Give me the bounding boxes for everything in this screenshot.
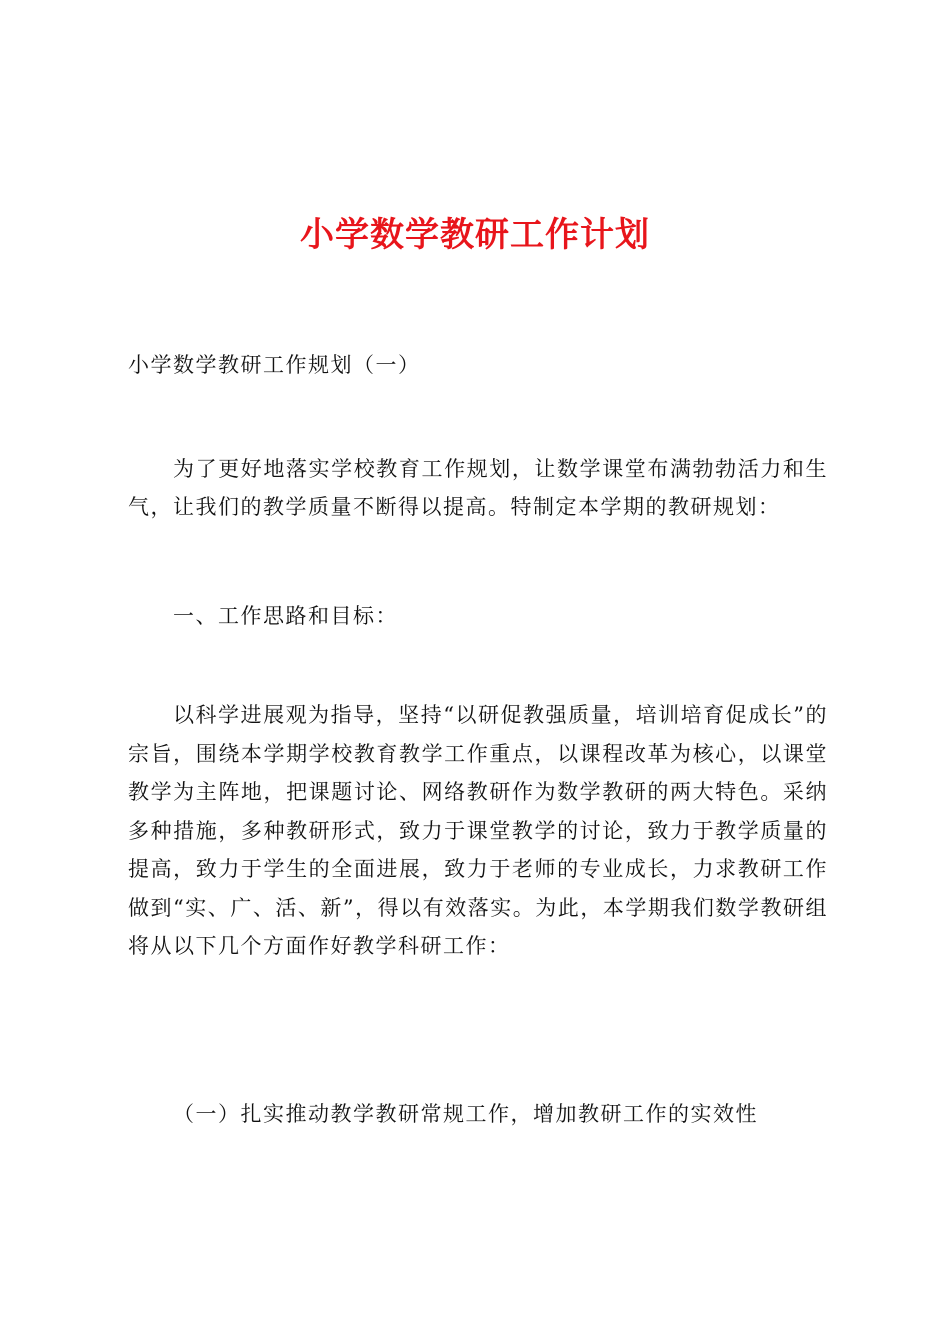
subsection-heading-routine-work: （一）扎实推动教学教研常规工作，增加教研工作的实效性 <box>173 1102 758 1126</box>
document-subtitle: 小学数学教研工作规划（一） <box>128 353 421 377</box>
document-title: 小学数学教研工作计划 <box>300 215 650 255</box>
paragraph-guiding-principles: 以科学进展观为指导，坚持“以研促教强质量，培训培育促成长”的宗旨，围绕本学期学校教育教学工作重点，以课程改革为核心，以课堂教学为主阵地，把课题讨论、网络教研作为数学教研的两大特色。采纳多种措施，多种教研形式，致力于课堂教学的讨论，致力于教学质量的提高，致力于学生的全面进展，致力于老师的专业成长，力求教研工作做到“实、广、活、新”，得以有效落实。为此，本学期我们数学教研组将从以下几个方面作好教学科研工作： <box>128 703 828 958</box>
paragraph-intro: 为了更好地落实学校教育工作规划，让数学课堂布满勃勃活力和生气，让我们的教学质量不断得以提高。特制定本学期的教研规划： <box>128 457 828 519</box>
section-heading-work-ideas: 一、工作思路和目标： <box>173 604 398 628</box>
